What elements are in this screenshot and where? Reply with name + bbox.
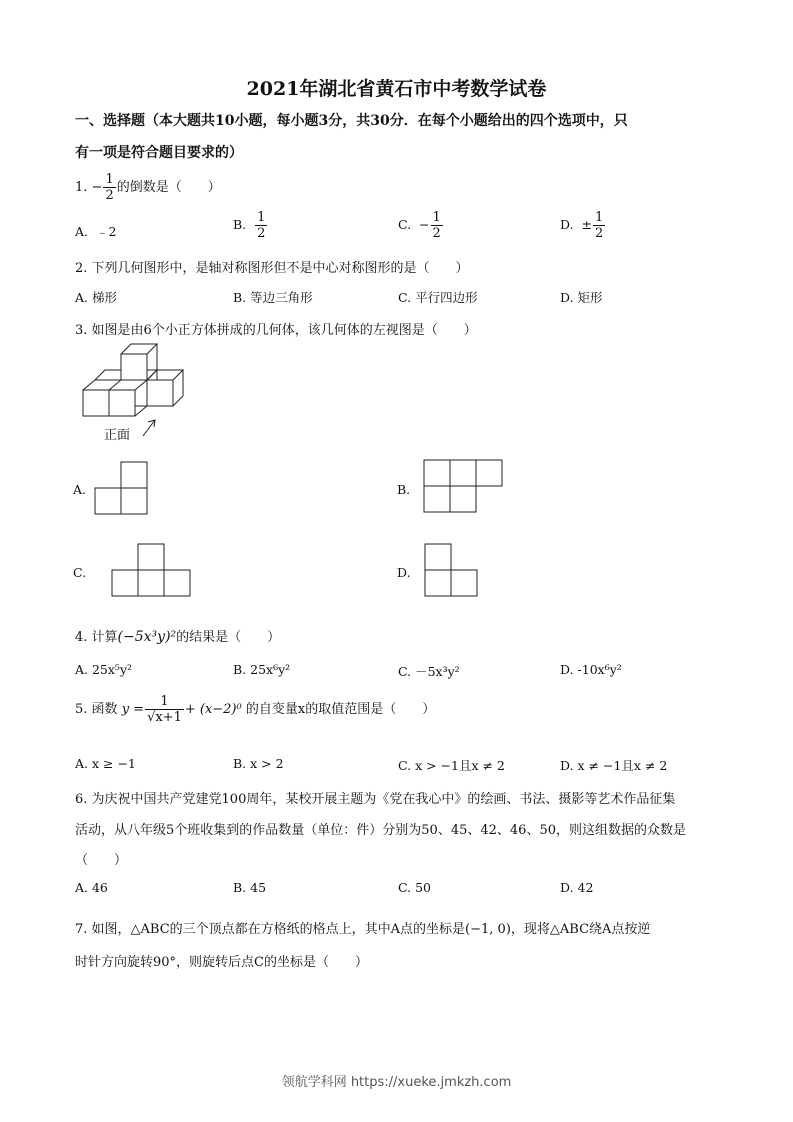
question-6-line1: 6. 为庆祝中国共产党建党100周年，某校开展主题为《党在我心中》的绘画、书法、摄影等艺术作品征集	[75, 792, 676, 807]
cube-figure	[75, 340, 195, 445]
section-heading-line1: 一、选择题（本大题共10小题，每小题3分，共30分．在每个小题给出的四个选项中，只	[75, 113, 628, 129]
q2-option-d[interactable]: D. 矩形	[560, 290, 603, 305]
footer-watermark: 领航学科网 https://xueke.jmkzh.com	[281, 1075, 512, 1090]
question-number: 1.	[75, 180, 88, 195]
question-3: 3. 如图是由6个小正方体拼成的几何体，该几何体的左视图是（ ）	[75, 323, 477, 338]
expression: (−5x³y)²	[117, 629, 177, 645]
q2-option-c[interactable]: C. 平行四边形	[398, 290, 478, 305]
q6-option-b[interactable]: B. 45	[233, 880, 267, 895]
q1-option-d[interactable]: D. ± $\frac{1}{2}$	[560, 210, 604, 241]
question-4: 4. 计算(−5x³y)²的结果是（ ）	[75, 629, 281, 645]
question-5: 5. 函数 y = $\frac{1}{√x+1}$ + (x−2)⁰ 的自变量x的取值范围是（ ）	[75, 694, 436, 725]
q3-option-a-label[interactable]: A.	[73, 482, 87, 497]
question-7-line1: 7. 如图，△ABC的三个顶点都在方格纸的格点上，其中A点的坐标是(−1, 0)，现将△ABC绕A点按逆	[75, 922, 651, 937]
q4-option-b[interactable]: B. 25x⁶y²	[233, 662, 291, 677]
q4-option-d[interactable]: D. -10x⁶y²	[560, 662, 622, 677]
q2-option-a[interactable]: A. 梯形	[75, 290, 117, 305]
q4-option-a[interactable]: A. 25x⁵y²	[75, 662, 133, 677]
question-text: 的倒数是（ ）	[116, 180, 221, 195]
question-6-line2: 活动，从八年级5个班收集到的作品数量（单位：件）分别为50、45、42、46、50，则这组数据的众数是	[75, 823, 686, 838]
q1-option-a[interactable]: A. ﹣2	[75, 224, 117, 239]
q5-option-a[interactable]: A. x ≥ −1	[75, 756, 136, 771]
page-title: 2021年湖北省黄石市中考数学试卷	[246, 78, 547, 100]
q5-option-d[interactable]: D. x ≠ −1且x ≠ 2	[560, 758, 668, 773]
fraction: $\frac{1}{2}$	[105, 172, 114, 203]
q3-option-b-label[interactable]: B.	[397, 482, 411, 497]
q3-option-c-label[interactable]: C.	[73, 565, 87, 580]
question-2: 2. 下列几何图形中，是轴对称图形但不是中心对称图形的是（ ）	[75, 261, 469, 276]
q5-option-c[interactable]: C. x > −1且x ≠ 2	[398, 758, 505, 773]
q3-option-d-figure[interactable]	[425, 543, 485, 598]
q1-option-b[interactable]: B. $\frac{1}{2}$	[233, 210, 266, 241]
q3-option-a-figure[interactable]	[95, 461, 155, 516]
question-7-line2: 时针方向旋转90°，则旋转后点C的坐标是（ ）	[75, 955, 368, 970]
figure-label-front: 正面	[104, 428, 131, 443]
q2-option-b[interactable]: B. 等边三角形	[233, 290, 313, 305]
question-1	[75, 172, 221, 203]
section-heading-line2: 有一项是符合题目要求的）	[75, 145, 243, 161]
q3-option-c-figure[interactable]	[112, 543, 194, 598]
q1-option-c[interactable]: C. − $\frac{1}{2}$	[398, 210, 441, 241]
q5-option-b[interactable]: B. x > 2	[233, 756, 284, 771]
fraction: $\frac{1}{√x+1}$	[147, 694, 182, 725]
question-6-line3: （ ）	[75, 853, 128, 868]
q4-option-c[interactable]: C. －5x³y²	[398, 664, 460, 679]
neg-sign: −	[91, 180, 103, 195]
q6-option-d[interactable]: D. 42	[560, 880, 594, 895]
q3-option-d-label[interactable]: D.	[397, 565, 411, 580]
q3-option-b-figure[interactable]	[424, 459, 506, 514]
q6-option-a[interactable]: A. 46	[75, 880, 108, 895]
q6-option-c[interactable]: C. 50	[398, 880, 431, 895]
